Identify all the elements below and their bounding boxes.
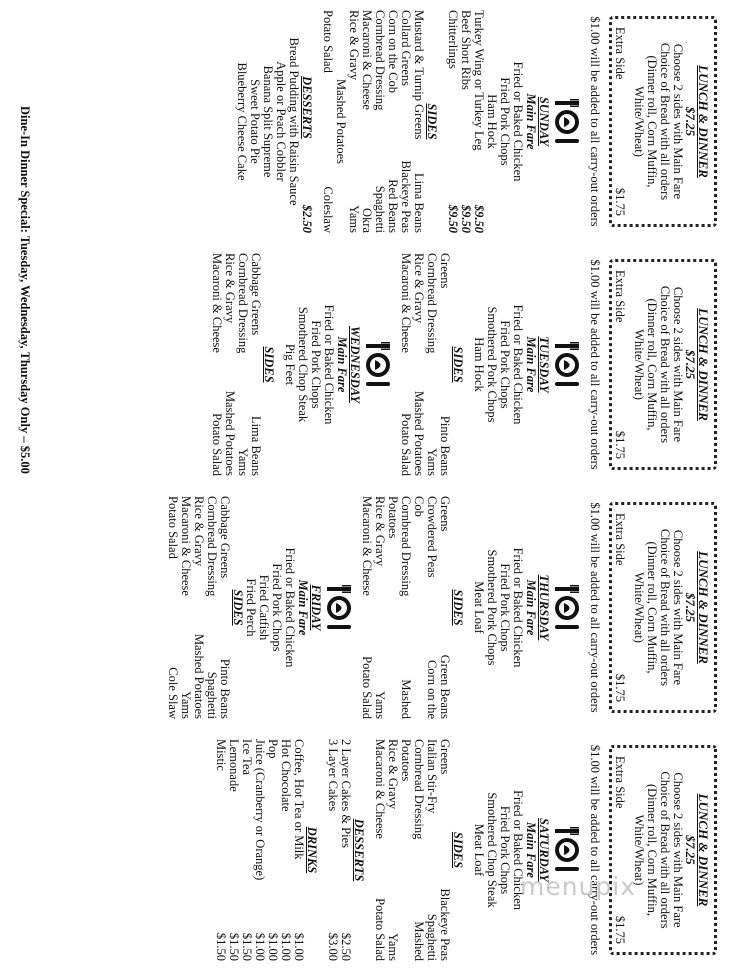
box-title: LUNCH & DINNER — [696, 793, 711, 907]
main-item: Fried Pork Chops — [498, 77, 512, 166]
lunch-dinner-box — [609, 259, 717, 470]
sides-title: SIDES — [425, 103, 439, 140]
column-saturday — [0, 729, 750, 971]
side-item: Mashed Potatoes — [334, 78, 348, 165]
side-item: Cornbread Dressing — [373, 10, 387, 111]
extra-side-label: Extra Side — [613, 27, 627, 80]
side-item: Cornbread Dressing — [399, 496, 413, 597]
side-item: Macaroni & Cheese — [360, 496, 374, 596]
side-item: Yams — [347, 205, 361, 233]
side-item: Cole Slaw — [166, 667, 180, 719]
side-item: Potato Salad — [321, 10, 335, 73]
dessert-item: Sweet Potato Pie — [248, 79, 262, 164]
main-item: Smothered Chop Steak — [296, 306, 310, 423]
side-item: Mashed — [412, 921, 426, 961]
side-item: Greens — [438, 739, 452, 775]
main-item: Meat Loaf — [472, 823, 486, 877]
box-line: Choose 2 sides with Main Fare — [671, 286, 685, 443]
box-title: LUNCH & DINNER — [696, 65, 711, 178]
carry-out-note: $1.00 will be added to all carry-out orders — [588, 16, 602, 227]
drink-item: Lemonade — [227, 739, 241, 792]
main-item: Smothered Pork Chops — [485, 306, 499, 423]
carry-out-note: $1.00 will be added to all carry-out orders — [588, 502, 602, 713]
box-line: (Dinner roll, Corn Muffin, — [645, 55, 659, 188]
side-item: Yams — [386, 933, 400, 961]
side-item: Potatoes — [399, 739, 413, 782]
drink-price: $1.00 — [292, 932, 306, 961]
box-price: $7.25 — [683, 349, 698, 380]
main-item: Smothered Chop Steak — [485, 792, 499, 908]
desserts-title: DESSERTS — [352, 818, 366, 882]
day-title: FRIDAY — [309, 584, 323, 631]
box-line: Choice of Bread with all orders — [658, 42, 672, 201]
side-item: Macaroni & Cheese — [179, 496, 193, 596]
main-item: Ham Hock — [485, 94, 499, 149]
box-line: White/Wheat) — [632, 572, 646, 643]
side-item: Potato Salad — [399, 413, 413, 476]
side-item: Coleslaw — [321, 186, 335, 233]
extra-side-price: $1.75 — [613, 187, 627, 216]
main-fare-title: Main Fare — [524, 822, 538, 878]
dinner-special-footer: Dine-In Dinner Special: Tuesday, Wednesday, Thursday Only – $5.00 — [18, 106, 32, 474]
side-item: Cabbage Greens — [218, 496, 232, 579]
side-item: Mashed Potatoes — [192, 633, 206, 719]
main-item: Fried Pork Chops — [309, 320, 323, 409]
side-item: Rice & Gravy — [386, 739, 400, 810]
drink-price: $1.50 — [214, 932, 228, 961]
main-item: Meat Loaf — [472, 581, 486, 634]
box-line: White/Wheat) — [632, 86, 646, 157]
extra-side-price: $1.75 — [613, 430, 627, 459]
side-item: Macaroni & Cheese — [210, 253, 224, 353]
side-item: Potato Salad — [166, 496, 180, 559]
box-line: Choice of Bread with all orders — [658, 285, 672, 444]
side-item: Macaroni & Cheese — [360, 10, 374, 110]
dessert-item: 2 Layer Cakes & Pies — [339, 739, 353, 849]
side-item: Red Beans — [386, 179, 400, 233]
main-fare-title: Main Fare — [524, 579, 538, 636]
side-item: Italian Stir-Fry — [425, 739, 439, 814]
extra-side-price: $1.75 — [613, 915, 627, 944]
special-price: $9.50 — [459, 204, 473, 233]
side-item: Cob — [412, 496, 426, 517]
box-line: White/Wheat) — [632, 329, 646, 400]
side-item: Potato Salad — [360, 656, 374, 719]
main-item: Fried Pork Chops — [498, 805, 512, 895]
fork-plate-knife-icon — [324, 496, 354, 719]
desserts-price: $2.50 — [300, 204, 314, 233]
side-item: Pinto Beans — [218, 658, 232, 719]
desserts-title: DESSERTS — [300, 76, 314, 139]
dessert-item: Apple or Peach Cobbler — [274, 61, 288, 182]
side-item: Spaghetti — [425, 913, 439, 961]
main-item: Fried or Baked Chicken — [511, 790, 525, 910]
day-title: SATURDAY — [537, 818, 551, 882]
main-item: Smothered Pork Chops — [485, 549, 499, 666]
dessert-item: 3 Layer Cakes — [326, 739, 340, 812]
side-item: Yams — [236, 448, 250, 476]
side-item: Yams — [373, 691, 387, 719]
extra-side-price: $1.75 — [613, 673, 627, 702]
main-fare-title: Main Fare — [335, 336, 349, 393]
column-sunday — [0, 0, 750, 243]
side-item: Mustard & Turnip Greens — [412, 10, 426, 140]
box-price: $7.25 — [683, 835, 698, 865]
main-fare-title: Main Fare — [296, 579, 310, 636]
main-item: Fried or Baked Chicken — [511, 547, 525, 668]
side-item: Potato Salad — [210, 413, 224, 476]
box-line: Choice of Bread with all orders — [658, 771, 672, 929]
sides-title: SIDES — [451, 831, 465, 869]
day-title: WEDNESDAY — [348, 325, 362, 404]
side-item: Cornbread Dressing — [412, 739, 426, 840]
side-item: Lima Beans — [412, 172, 426, 233]
drink-price: $1.50 — [227, 932, 241, 961]
side-item: Crowdered Peas — [425, 496, 439, 578]
side-item: Rice & Gravy — [412, 253, 426, 324]
side-item: Blackeye Peas — [399, 160, 413, 233]
fork-plate-knife-icon — [552, 739, 582, 961]
side-item: Mashed — [399, 679, 413, 719]
fork-plate-knife-icon — [552, 496, 582, 719]
day-title: TUESDAY — [537, 336, 551, 393]
lunch-dinner-box — [609, 502, 717, 713]
side-item: Rice & Gravy — [347, 10, 361, 81]
main-item: Fried Perch — [244, 578, 258, 637]
box-title: LUNCH & DINNER — [696, 308, 711, 421]
side-item: Greens — [438, 496, 452, 532]
drinks-title: DRINKS — [305, 826, 319, 874]
side-item: Lima Beans — [249, 415, 263, 476]
drink-price: $1.00 — [253, 932, 267, 961]
sides-title: SIDES — [451, 589, 465, 626]
side-item: Collard Greens — [399, 10, 413, 87]
main-item: Fried Pork Chops — [498, 320, 512, 409]
box-line: Choose 2 sides with Main Fare — [671, 43, 685, 200]
box-line: (Dinner roll, Corn Muffin, — [645, 541, 659, 674]
drink-price: $1.00 — [266, 932, 280, 961]
box-line: Choice of Bread with all orders — [658, 528, 672, 687]
side-item: Rice & Gravy — [373, 496, 387, 567]
side-item: Cornbread Dressing — [425, 253, 439, 354]
main-fare-title: Main Fare — [524, 336, 538, 393]
side-item: Mashed Potatoes — [223, 390, 237, 476]
side-item: Mashed Potatoes — [412, 390, 426, 476]
special-price: $9.50 — [472, 204, 486, 233]
main-fare-title: Main Fare — [524, 93, 538, 150]
menupix-watermark: menupix — [520, 872, 637, 901]
side-item: Green Beans — [438, 654, 452, 719]
drink-item: Pop — [266, 739, 280, 759]
sides-title: SIDES — [262, 346, 276, 383]
box-line: (Dinner roll, Corn Muffin, — [645, 783, 659, 917]
special-item: Chitterlings — [446, 10, 460, 70]
day-title: THURSDAY — [537, 574, 551, 641]
box-line: Choose 2 sides with Main Fare — [671, 529, 685, 686]
drink-item: Mistic — [214, 739, 228, 771]
side-item: Macaroni & Cheese — [373, 739, 387, 839]
dessert-item: Banana Split Supreme — [261, 65, 275, 178]
drink-price: $1.50 — [240, 932, 254, 961]
fork-plate-knife-icon — [552, 253, 582, 476]
lunch-dinner-box — [609, 745, 717, 955]
special-price: $9.50 — [446, 204, 460, 233]
extra-side-label: Extra Side — [613, 513, 627, 566]
side-item: Blackeye Peas — [438, 888, 452, 961]
side-item: Okra — [360, 208, 374, 233]
main-item: Ham Hock — [472, 337, 486, 392]
main-item: Fried or Baked Chicken — [283, 547, 297, 668]
box-line: (Dinner roll, Corn Muffin, — [645, 298, 659, 431]
box-line: White/Wheat) — [632, 814, 646, 886]
side-item: Corn on the Cob — [386, 10, 400, 93]
box-title: LUNCH & DINNER — [696, 551, 711, 664]
side-item: Spaghetti — [205, 671, 219, 719]
main-item: Fried Pork Chops — [270, 563, 284, 652]
main-item: Fried or Baked Chicken — [511, 61, 525, 182]
fork-plate-knife-icon — [552, 10, 582, 233]
sides-title: SIDES — [231, 589, 245, 626]
box-price: $7.25 — [683, 106, 698, 137]
special-item: Turkey Wing or Turkey Leg — [472, 10, 486, 151]
side-item: Potatoes — [386, 496, 400, 539]
column-tuesday-wednesday — [0, 243, 750, 486]
main-item: Fried or Baked Chicken — [322, 304, 336, 425]
side-item: Cabbage Greens — [249, 253, 263, 336]
dessert-price: $3.00 — [326, 932, 340, 961]
carry-out-note: $1.00 will be added to all carry-out orders — [588, 259, 602, 470]
side-item: Cornbread Dressing — [205, 496, 219, 597]
fork-plate-knife-icon — [363, 253, 393, 476]
box-price: $7.25 — [683, 592, 698, 623]
drink-item: Juice (Cranberry or Orange) — [253, 739, 267, 881]
sides-title: SIDES — [451, 346, 465, 383]
extra-side-label: Extra Side — [613, 756, 627, 809]
main-item: Pig Feet — [283, 343, 297, 386]
side-item: Spaghetti — [373, 185, 387, 233]
main-item: Fried or Baked Chicken — [511, 304, 525, 425]
main-item: Fried Pork Chops — [498, 563, 512, 652]
dessert-item: Bread Pudding with Raisin Sauce — [287, 37, 301, 206]
day-title: SUNDAY — [537, 96, 551, 147]
side-item: Macaroni & Cheese — [399, 253, 413, 353]
dessert-price: $2.50 — [339, 932, 353, 961]
special-item: Beef Short Ribs — [459, 10, 473, 90]
side-item: Pinto Beans — [438, 415, 452, 476]
side-item: Rice & Gravy — [223, 253, 237, 324]
dessert-item: Blueberry Cheese Cake — [235, 62, 249, 181]
column-thursday-friday — [0, 486, 750, 729]
main-item: Fried Catfish — [257, 574, 271, 641]
drink-item: Hot Chocolate — [279, 739, 293, 812]
side-item: Potato Salad — [373, 898, 387, 961]
box-line: Choose 2 sides with Main Fare — [671, 772, 685, 928]
carry-out-note: $1.00 will be added to all carry-out orders — [588, 744, 602, 956]
extra-side-label: Extra Side — [613, 270, 627, 323]
drink-price: $1.00 — [279, 932, 293, 961]
side-item: Cornbread Dressing — [236, 253, 250, 354]
side-item: Yams — [425, 448, 439, 476]
drink-item: Coffee, Hot Tea or Milk — [292, 739, 306, 860]
side-item: Yams — [179, 691, 193, 719]
side-item: Corn on the — [425, 659, 439, 719]
drink-item: Ice Tea — [240, 739, 254, 776]
side-item: Greens — [438, 253, 452, 289]
side-item: Rice & Gravy — [192, 496, 206, 567]
lunch-dinner-box — [609, 16, 717, 227]
